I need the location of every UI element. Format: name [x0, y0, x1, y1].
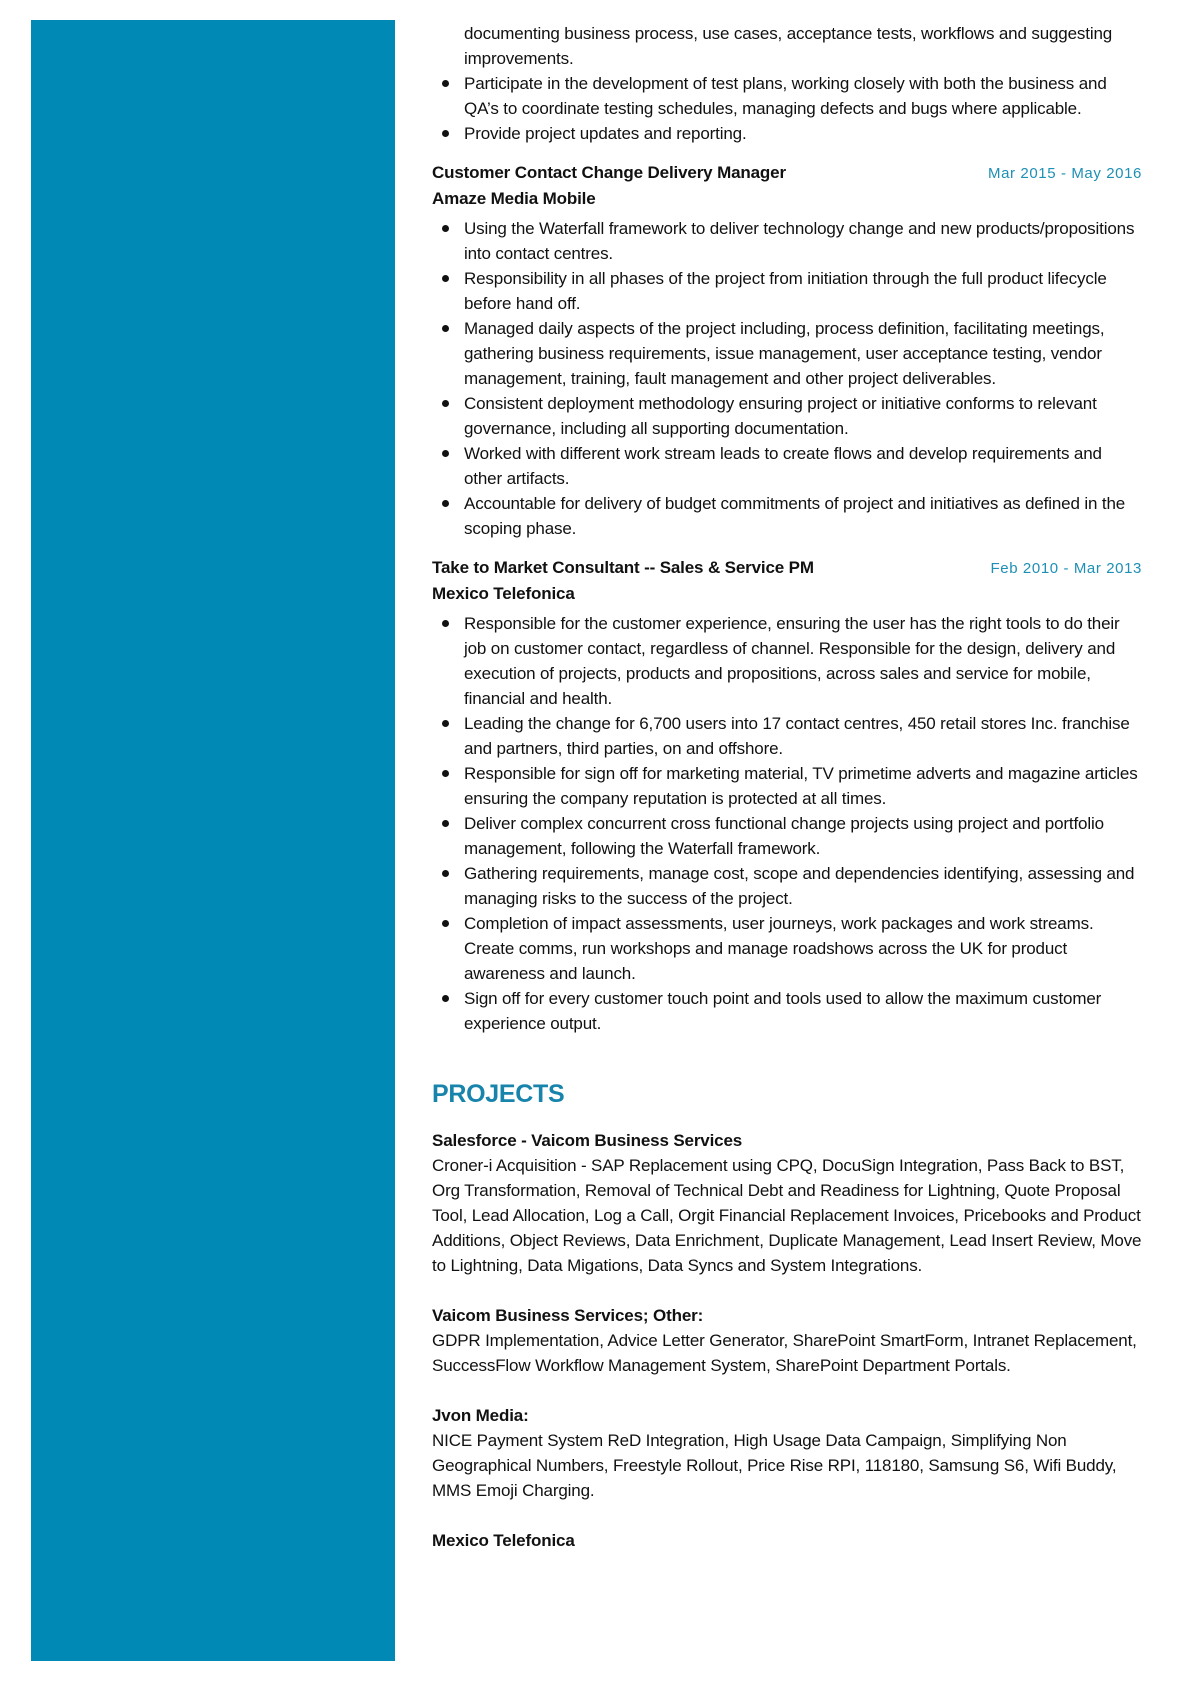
bullet-icon: [442, 870, 449, 877]
bullet-item: Consistent deployment methodology ensuring project or initiative conforms to relevant governance, including all supporting documentation.: [432, 391, 1144, 441]
bullet-item: Participate in the development of test plans, working closely with both the business and QA’s to coordinate testing schedules, managing defects and bugs where applicable.: [432, 71, 1144, 121]
project-description: NICE Payment System ReD Integration, High Usage Data Campaign, Simplifying Non Geographical Numbers, Freestyle Rollout, Price Rise RPI, 118180, Samsung S6, Wifi Buddy, MMS Emoji Charging.: [432, 1431, 1117, 1500]
bullet-icon: [442, 620, 449, 627]
bullet-item: Worked with different work stream leads to create flows and develop requirements and other artifacts.: [432, 441, 1144, 491]
bullet-item: Managed daily aspects of the project including, process definition, facilitating meetings, gathering business requirements, issue management, user acceptance testing, vendor management, training, fault management and other project deliverables.: [432, 316, 1144, 391]
project-title: Jvon Media:: [432, 1406, 529, 1425]
bullet-item: Using the Waterfall framework to deliver technology change and new products/propositions into contact centres.: [432, 216, 1144, 266]
bullet-icon: [442, 450, 449, 457]
bullet-list: [432, 611, 1144, 1036]
job-company: Mexico Telefonica: [432, 584, 575, 603]
job-title: Customer Contact Change Delivery Manager: [432, 163, 786, 182]
project-entry: [432, 1528, 1144, 1553]
bullet-item: Deliver complex concurrent cross functional change projects using project and portfolio management, following the Waterfall framework.: [432, 811, 1144, 861]
resume-main-column: [432, 21, 1144, 1578]
bullet-item: Leading the change for 6,700 users into 17 contact centres, 450 retail stores Inc. franchise and partners, third parties, on and offshore.: [432, 711, 1144, 761]
bullet-icon: [442, 995, 449, 1002]
bullet-item: Responsible for the customer experience, ensuring the user has the right tools to do their job on customer contact, regardless of channel. Responsible for the design, delivery and execution of projects, products and propositions, across sales and service for mobile, financial and health.: [432, 611, 1144, 711]
job-header: [432, 555, 1144, 581]
project-entry: [432, 1128, 1144, 1278]
job-entry: [432, 555, 1144, 1036]
project-entry: [432, 1303, 1144, 1378]
bullet-icon: [442, 500, 449, 507]
bullet-icon: [442, 720, 449, 727]
project-description: Croner-i Acquisition - SAP Replacement using CPQ, DocuSign Integration, Pass Back to BST, Org Transformation, Removal of Technical Debt and Readiness for Lightning, Quote Proposal Tool, Lead Allocation, Log a Call, Orgit Financial Replacement Invoices, Pricebooks and Product Additions, Object Reviews, Data Enrichment, Duplicate Management, Lead Insert Review, Move to Lightning, Data Migations, Data Syncs and System Integrations.: [432, 1156, 1142, 1275]
job-company: Amaze Media Mobile: [432, 189, 596, 208]
bullet-item: Responsible for sign off for marketing material, TV primetime adverts and magazine articles ensuring the company reputation is protected at all times.: [432, 761, 1144, 811]
bullet-icon: [442, 820, 449, 827]
job-date-range: Mar 2015 - May 2016: [988, 165, 1142, 182]
bullet-icon: [442, 80, 449, 87]
job-header: [432, 160, 1144, 186]
job-title: Take to Market Consultant -- Sales & Service PM: [432, 558, 814, 577]
project-title: Vaicom Business Services; Other:: [432, 1306, 704, 1325]
section-heading-projects: PROJECTS: [432, 1080, 565, 1108]
job-entry: [432, 160, 1144, 541]
bullet-icon: [442, 770, 449, 777]
bullet-icon: [442, 325, 449, 332]
bullet-icon: [442, 130, 449, 137]
sidebar-panel: [31, 20, 395, 1661]
bullet-item: Responsibility in all phases of the project from initiation through the full product lifecycle before hand off.: [432, 266, 1144, 316]
bullet-icon: [442, 275, 449, 282]
bullet-list: [432, 216, 1144, 541]
bullet-item: Provide project updates and reporting.: [432, 121, 1144, 146]
bullet-item: Gathering requirements, manage cost, scope and dependencies identifying, assessing and managing risks to the success of the project.: [432, 861, 1144, 911]
job-date-range: Feb 2010 - Mar 2013: [990, 560, 1142, 577]
bullet-icon: [442, 400, 449, 407]
bullet-list: [432, 71, 1144, 146]
previous-job-continuation: [432, 21, 1144, 146]
bullet-item: Accountable for delivery of budget commitments of project and initiatives as defined in the scoping phase.: [432, 491, 1144, 541]
bullet-icon: [442, 920, 449, 927]
bullet-icon: [442, 225, 449, 232]
project-title: Salesforce - Vaicom Business Services: [432, 1131, 743, 1150]
continued-bullet-text: documenting business process, use cases, acceptance tests, workflows and suggesting improvements.: [464, 24, 1113, 68]
bullet-item: Completion of impact assessments, user journeys, work packages and work streams. Create comms, run workshops and manage roadshows across the UK for product awareness and launch.: [432, 911, 1144, 986]
project-entry: [432, 1403, 1144, 1503]
projects-section: [432, 1078, 1144, 1553]
project-title: Mexico Telefonica: [432, 1531, 575, 1550]
project-description: GDPR Implementation, Advice Letter Generator, SharePoint SmartForm, Intranet Replacement, SuccessFlow Workflow Management System, SharePoint Department Portals.: [432, 1331, 1137, 1375]
bullet-item: Sign off for every customer touch point and tools used to allow the maximum customer experience output.: [432, 986, 1144, 1036]
